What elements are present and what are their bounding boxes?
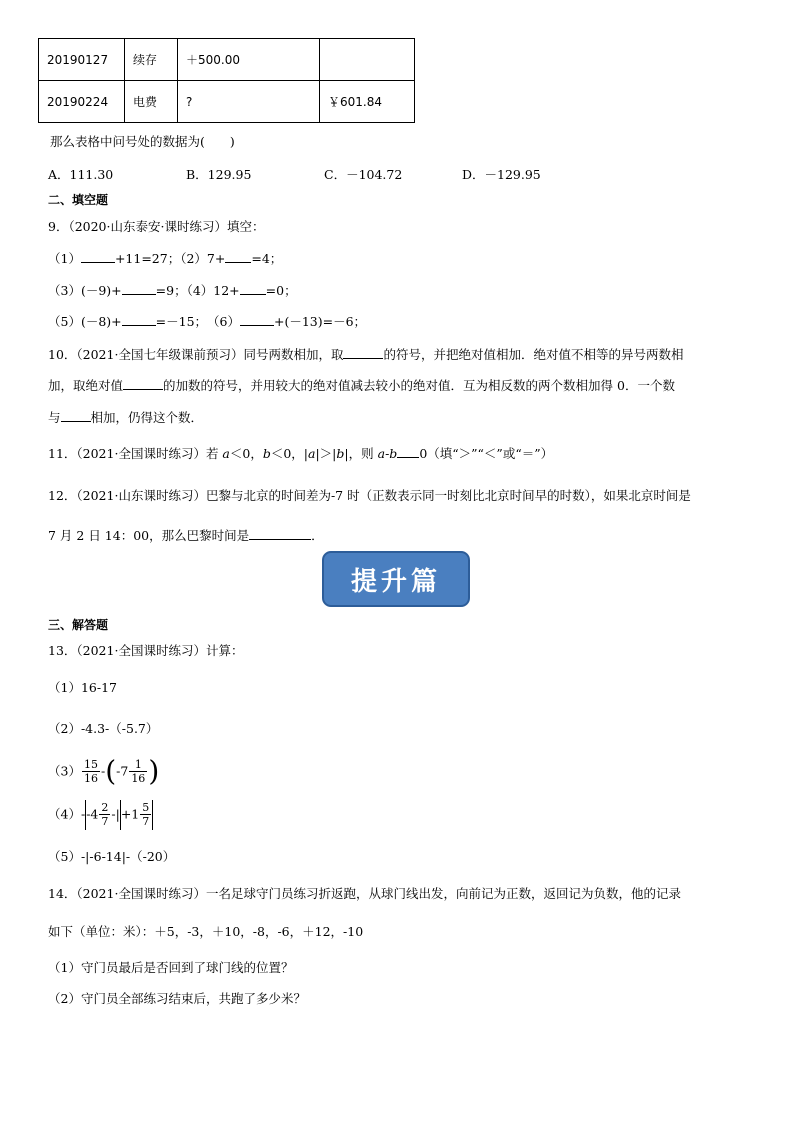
integer-part: +1 [120, 806, 140, 822]
q14-sub2: （2）守门员全部练习结束后，共跑了多少米？ [48, 991, 306, 1006]
q13-stem: 13．（2021·全国课时练习）计算： [48, 643, 244, 658]
type-cell: 续存 [125, 39, 178, 81]
balance-cell [320, 39, 415, 81]
q8-option-a: A．111.30 [48, 167, 114, 182]
q8-question: 那么表格中问号处的数据为( ) [50, 134, 235, 149]
table-row [39, 39, 415, 81]
fraction-numerator: 1 [129, 758, 147, 772]
q10-part: 相加，仍得这个数． [90, 410, 204, 425]
q10-part: 的符号，并把绝对值相加．绝对值不相等的异号两数相 [383, 347, 684, 362]
date-cell: 20190127 [39, 39, 125, 81]
item-label: （3） [48, 763, 81, 779]
q13-item5: （5）-|-6-14|-（-20） [48, 849, 176, 864]
q9-part: =9；（4）12+ [155, 283, 240, 298]
date-cell: 20190224 [39, 81, 125, 123]
bank-ledger-table [38, 38, 415, 123]
fraction-numerator: 5 [142, 801, 150, 814]
q11-part: 11．（2021·全国课时练习）若 [48, 446, 223, 461]
answer-blank[interactable] [81, 250, 115, 263]
q10-part: 与 [48, 410, 61, 425]
q10-line1 [48, 346, 683, 363]
q13-item2: （2）-4.3-（-5.7） [48, 721, 159, 736]
item-label: （4） [48, 806, 81, 822]
fraction-denominator: 16 [83, 772, 98, 785]
q10-part: 加，取绝对值 [48, 378, 124, 393]
q13-item4 [48, 797, 153, 831]
abs-bar [152, 800, 153, 830]
fraction-denominator: 7 [101, 815, 109, 828]
q8-option-c: C．－104.72 [324, 167, 403, 182]
q10-part: 10．（2021·全国七年级课前预习）同号两数相加，取 [48, 347, 344, 362]
answer-blank[interactable] [249, 527, 311, 540]
q12-line2 [48, 527, 324, 544]
operator: -| [111, 806, 120, 822]
q9-part: =0； [265, 283, 297, 298]
section-fill-blank-heading: 二、填空题 [48, 193, 109, 207]
right-paren: ) [148, 754, 160, 788]
q9-part: （1） [48, 251, 81, 266]
q10-line3 [48, 409, 203, 426]
q9-line1 [48, 250, 282, 267]
q9-part: （5）(－8)+ [48, 314, 122, 329]
fraction-numerator: 15 [83, 758, 98, 771]
fraction-numerator: 2 [101, 801, 109, 814]
fraction [99, 801, 110, 828]
fraction-denominator: 7 [142, 815, 150, 828]
q9-part: +11=27；（2）7+ [114, 251, 226, 266]
answer-blank[interactable] [240, 282, 266, 295]
q10-line2 [48, 377, 675, 394]
q12-part: ． [311, 528, 324, 543]
q12-part: 7 月 2 日 14：00，那么巴黎时间是 [48, 528, 250, 543]
q9-line2 [48, 282, 297, 299]
left-paren: ( [105, 754, 117, 788]
answer-blank[interactable] [122, 313, 156, 326]
q9-part: （3）(－9)+ [48, 283, 122, 298]
q11-part: ＜0，| [270, 446, 309, 461]
answer-blank[interactable] [225, 250, 251, 263]
type-cell: 电费 [125, 81, 178, 123]
fraction [129, 758, 147, 785]
fraction [82, 758, 100, 785]
q11-var: a [377, 446, 386, 461]
advanced-section-banner: 提升篇 [322, 551, 470, 607]
q10-part: 的加数的符号，并用较大的绝对值减去较小的绝对值．互为相反数的两个数相加得 0．一个数 [163, 378, 675, 393]
q11-part: |＞| [315, 446, 337, 461]
q14-line2: 如下（单位：米）：＋5，-3，＋10，-8，-6，＋12，-10 [48, 924, 364, 939]
q11-var: b [389, 446, 398, 461]
q13-item1: （1）16-17 [48, 680, 117, 695]
q11-part: |，则 [344, 446, 378, 461]
operator: - [80, 806, 86, 822]
balance-cell: ￥601.84 [320, 81, 415, 123]
operator: - [100, 763, 106, 779]
q11-part: - [385, 446, 390, 461]
q12-line1: 12．（2021·山东课时练习）巴黎与北京的时间差为-7 时（正数表示同一时刻比北京时间早的时数），如果北京时间是 [48, 488, 691, 503]
fraction [140, 801, 151, 828]
integer-part: -7 [116, 763, 129, 779]
table-row [39, 81, 415, 123]
q9-stem: 9．（2020·山东泰安·课时练习）填空： [48, 219, 265, 234]
answer-blank[interactable] [240, 313, 274, 326]
answer-blank[interactable] [397, 445, 419, 458]
answer-blank[interactable] [343, 346, 383, 359]
q8-option-d: D．－129.95 [462, 167, 541, 182]
q11-var: a [308, 446, 316, 461]
fraction-denominator: 16 [131, 772, 146, 785]
amount-cell: ? [178, 81, 320, 123]
q8-option-b: B．129.95 [186, 167, 252, 182]
integer-part: -4 [86, 806, 99, 822]
q13-item3 [48, 754, 159, 788]
section-answer-heading: 三、解答题 [48, 618, 109, 632]
amount-cell: ＋500.00 [178, 39, 320, 81]
q11-part: ＜0， [229, 446, 263, 461]
q9-part: =－15； （6） [155, 314, 240, 329]
q11-line [48, 445, 553, 462]
answer-blank[interactable] [122, 282, 156, 295]
q14-sub1: （1）守门员最后是否回到了球门线的位置？ [48, 960, 294, 975]
q11-var: b [336, 446, 345, 461]
q9-part: =4； [251, 251, 283, 266]
q11-part: 0（填“＞”“＜”或“＝”） [419, 446, 554, 461]
q14-line1: 14．（2021·全国课时练习）一名足球守门员练习折返跑，从球门线出发，向前记为正数，返回记为负数，他的记录 [48, 886, 681, 901]
q11-var: a [222, 446, 230, 461]
q9-line3 [48, 313, 366, 330]
q9-part: +(－13)=－6； [273, 314, 367, 329]
answer-blank[interactable] [123, 377, 163, 390]
answer-blank[interactable] [61, 409, 91, 422]
q11-var: b [262, 446, 271, 461]
